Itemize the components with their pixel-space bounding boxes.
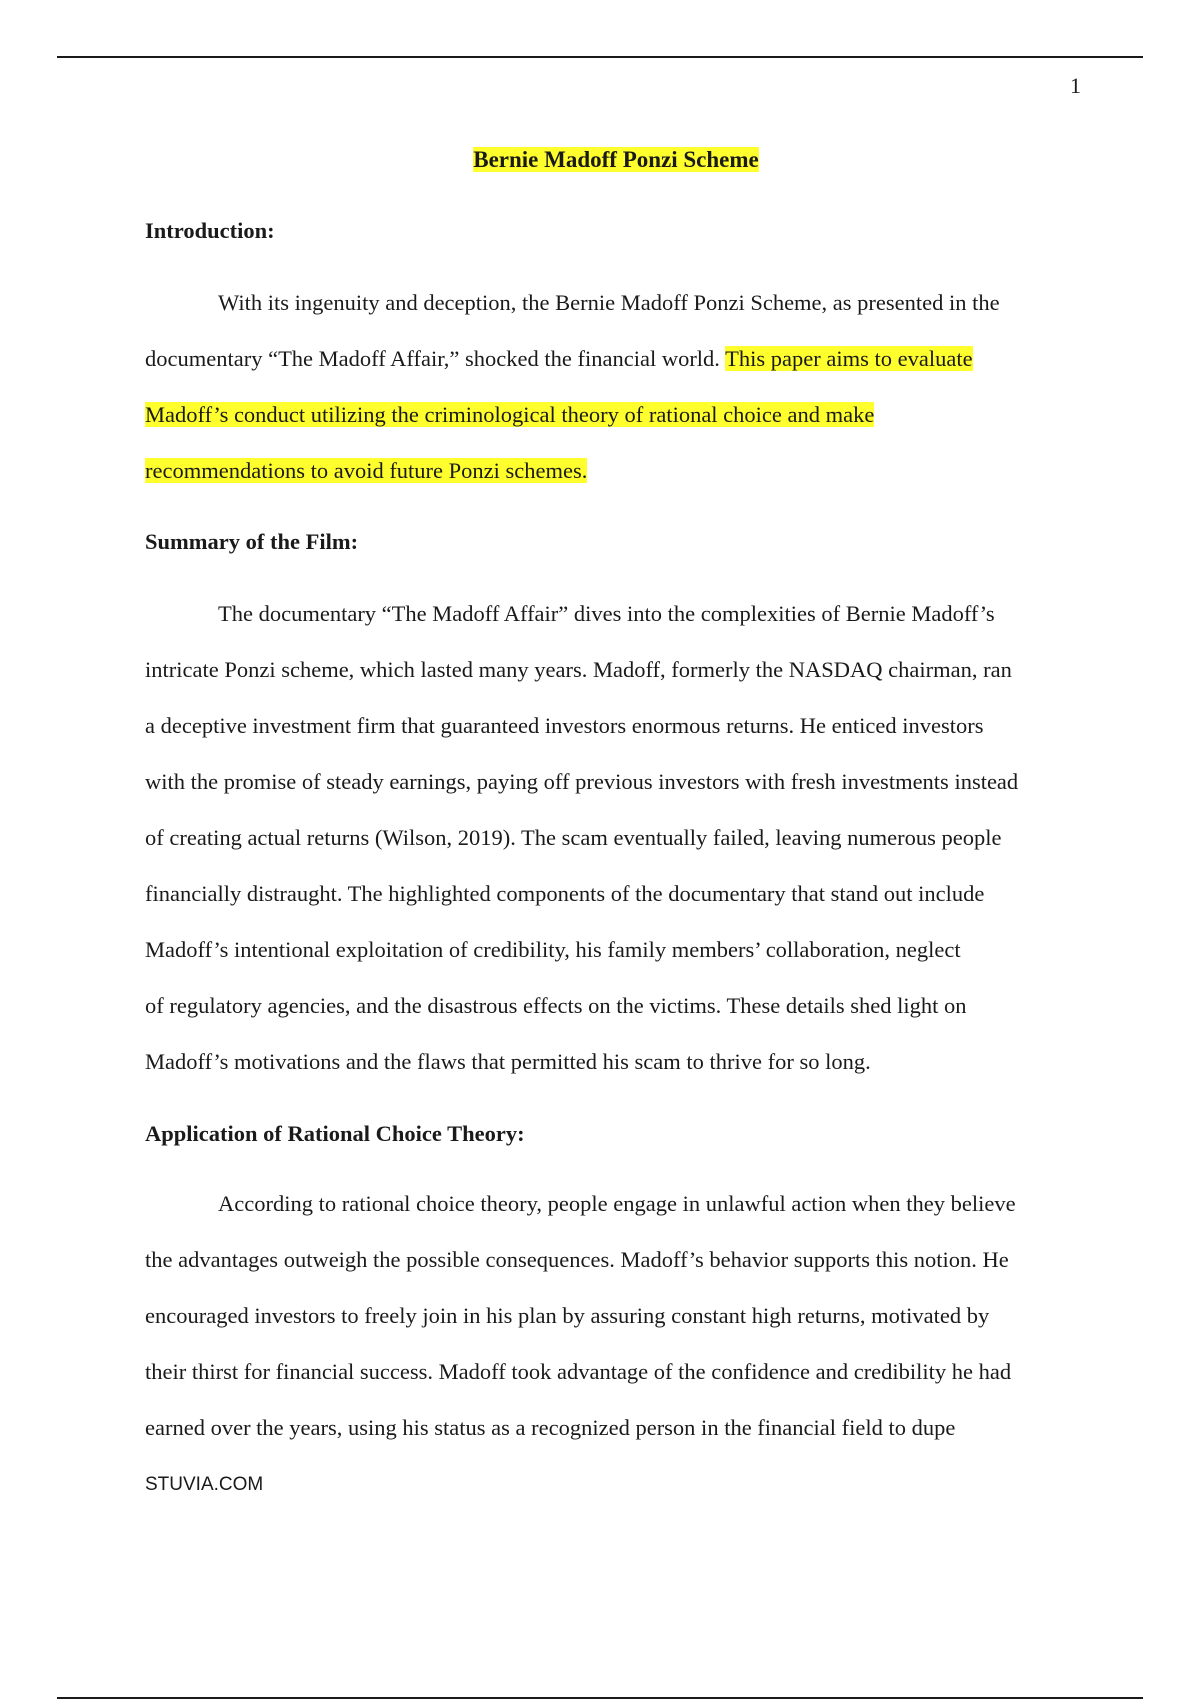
text-segment: documentary “The Madoff Affair,” shocked the financial world. [145,346,726,371]
text-line: of creating actual returns (Wilson, 2019). The scam eventually failed, leaving numerous people [145,825,1002,850]
text-line: earned over the years, using his status as a recognized person in the financial field to dupe [145,1415,956,1440]
text-line: encouraged investors to freely join in his plan by assuring constant high returns, motivated by [145,1303,990,1328]
text-line: financially distraught. The highlighted components of the documentary that stand out include [145,881,985,906]
paragraph-summary [145,586,1085,1090]
paragraph-introduction [145,275,1085,499]
text-line [145,387,1085,443]
text-line: their thirst for financial success. Madoff took advantage of the confidence and credibility he had [145,1359,1012,1384]
highlighted-text: Madoff’s conduct utilizing the criminological theory of rational choice and make [145,402,875,427]
text-line: intricate Ponzi scheme, which lasted many years. Madoff, formerly the NASDAQ chairman, ran [145,657,1012,682]
text-line: the advantages outweigh the possible consequences. Madoff’s behavior supports this notion. He [145,1247,1009,1272]
highlighted-text: recommendations to avoid future Ponzi schemes. [145,458,588,483]
text-line [145,443,1085,499]
document-title-text: Bernie Madoff Ponzi Scheme [473,147,759,172]
footer-rule [57,1697,1143,1699]
highlighted-text: This paper aims to evaluate [725,346,973,371]
text-line: Madoff’s motivations and the flaws that permitted his scam to thrive for so long. [145,1049,871,1074]
text-line [145,331,1085,387]
heading-application: Application of Rational Choice Theory: [145,1121,525,1146]
heading-introduction: Introduction: [145,218,275,243]
text-line: Madoff’s intentional exploitation of credibility, his family members’ collaboration, neglect [145,937,961,962]
footer-watermark: STUVIA.COM [145,1474,264,1495]
header-rule [57,56,1143,58]
text-line: a deceptive investment firm that guaranteed investors enormous returns. He enticed investors [145,713,984,738]
heading-summary: Summary of the Film: [145,529,359,554]
text-line: with the promise of steady earnings, paying off previous investors with fresh investments instead [145,769,1019,794]
text-line: The documentary “The Madoff Affair” dives into the complexities of Bernie Madoff’s [218,601,995,626]
document-title [0,145,1200,175]
paragraph-application [145,1176,1085,1456]
text-line: According to rational choice theory, people engage in unlawful action when they believe [218,1191,1016,1216]
page-number: 1 [1070,73,1081,98]
text-line: of regulatory agencies, and the disastrous effects on the victims. These details shed light on [145,993,967,1018]
text-line: With its ingenuity and deception, the Bernie Madoff Ponzi Scheme, as presented in the [218,290,1000,315]
